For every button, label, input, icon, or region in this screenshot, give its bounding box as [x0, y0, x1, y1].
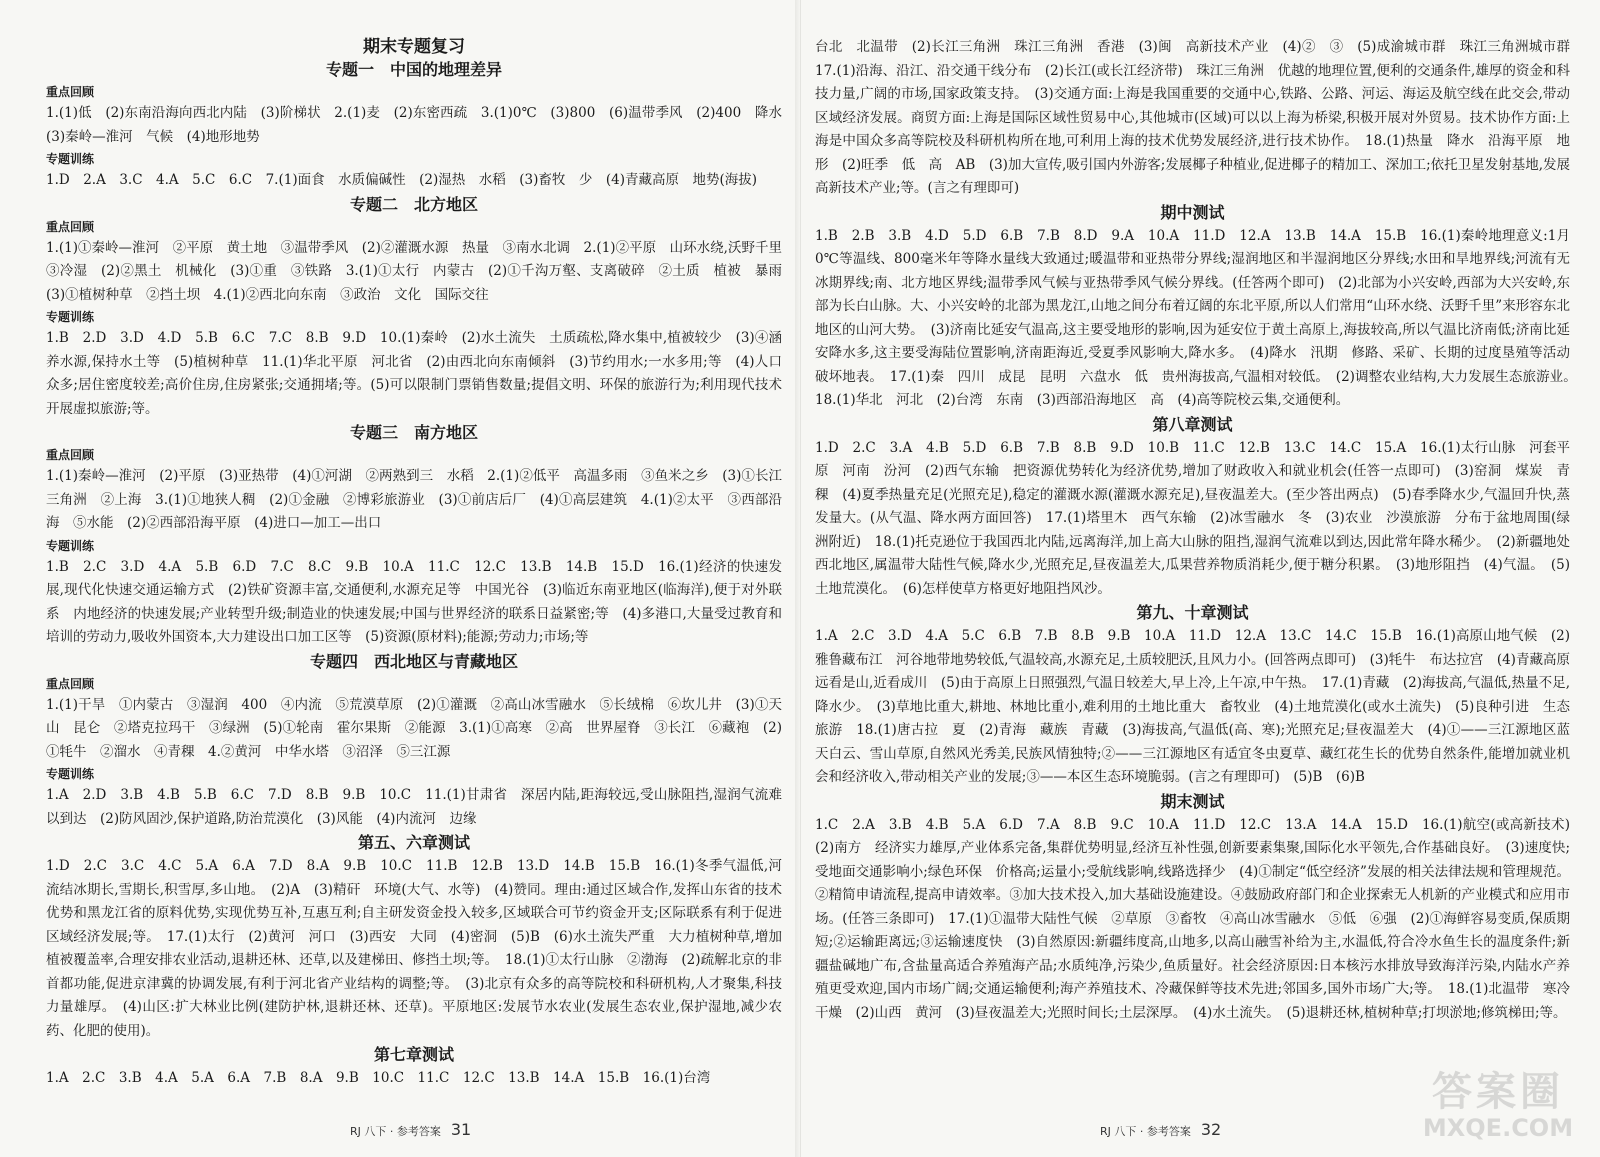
section-title: 期末测试: [1160, 791, 1225, 811]
left-footer: [350, 1120, 471, 1139]
left-page: [0, 0, 796, 1157]
answer-paragraph: 1.A 2.C 3.D 4.A 5.C 6.B 7.B 8.B 9.B 10.A 11.D 12.A 13.C 14.C 15.B 16.(1)高原山地气候 (2)雅鲁藏布江 河谷地带地势较低,气温较高,水源充足,土质较肥沃,且风力小。(回答两点即可) (3)牦牛 布达拉宫 (4)青藏高原 远看是山,近看成川 (5)由于高原上日照强烈,气温日较差大,早上冷,上午凉,中午热。 17.(1)青藏 (2)海拔高,气温低,热量不足,降水少。 (3)草地比重大,耕地、林地比重小,难利用的土地比重大 畜牧业 (4)土地荒漠化(或水土流失) (5)良种引进 生态旅游 18.(1)唐古拉 夏 (2)青海 藏族 青藏 (3)海拔高,气温低(高、寒);光照充足;昼夜温差大 (4)①——三江源地区蓝天白云、雪山草原,自然风光秀美,民族风情独特;②——三江源地区有适宜冬虫夏草、藏红花生长的优势自然条件,能增加就业机会和经济收入,带动相关产业的发展;③——本区生态环境脆弱。(言之有理即可) (5)B (6)B: [815, 628, 1584, 785]
watermark-logo: [1418, 1069, 1578, 1147]
subsection-label: 重点回顾: [46, 219, 95, 234]
footer-text: RJ 八下 · 参考答案: [350, 1125, 441, 1138]
section-title: 专题四 西北地区与青藏地区: [309, 651, 518, 671]
answer-paragraph: 1.(1)干旱 ①内蒙古 ③湿润 400 ④内流 ⑤荒漠草原 (2)①灌溉 ②高山冰雪融水 ⑤长绒棉 ⑥坎儿井 (3)①天山 昆仑 ②塔克拉玛干 ③绿洲 (5)①轮南 霍尔果斯 ②能源 3.(1)①高寒 ②高 世界屋脊 ③长江 ⑥藏袍 (2)①牦牛 ②溜水 ④青稞 4.②黄河 中华水塔 ③沼泽 ⑤三江源: [46, 696, 782, 760]
answer-paragraph: 1.D 2.A 3.C 4.A 5.C 6.C 7.(1)面食 水质偏碱性 (2)湿热 水稻 (3)畜牧 少 (4)青藏高原 地势(海拔): [46, 172, 757, 188]
watermark-en: MXQE.COM: [1422, 1114, 1574, 1142]
subsection-label: 专题训练: [46, 310, 95, 324]
section-title: 专题三 南方地区: [349, 423, 478, 442]
section-title: 第七章测试: [373, 1045, 454, 1064]
subsection-label: 重点回顾: [46, 448, 95, 462]
watermark-cn: 答案圈: [1432, 1069, 1564, 1115]
footer-text: RJ 八下 · 参考答案: [1100, 1125, 1191, 1138]
section-title: 第九、十章测试: [1136, 603, 1249, 622]
subsection-label: 专题训练: [46, 767, 95, 781]
subsection-label: 重点回顾: [46, 85, 95, 99]
section-title: 专题二 北方地区: [349, 194, 478, 214]
answer-paragraph: 1.D 2.C 3.A 4.B 5.D 6.B 7.B 8.B 9.D 10.B 11.C 12.B 13.C 14.C 15.A 16.(1)太行山脉 河套平原 河南 汾河 (2)西气东输 把资源优势转化为经济优势,增加了财政收入和就业机会(任答一点即可) (3)窑洞 煤炭 青稞 (4)夏季热量充足(光照充足),稳定的灌溉水源(灌溉水源充足),昼夜温差大。(至少答出两点) (5)春季降水少,气温回升快,蒸发量大。(从气温、降水两方面回答) 17.(1)塔里木 西气东输 (2)冰雪融水 冬 (3)农业 沙漠旅游 分布于盆地周围(绿洲附近) 18.(1)托克逊位于我国西北内陆,远离海洋,加上高大山脉的阻挡,湿润气流难以到达,因此常年降水稀少。 (2)新疆地处西北地区,属温带大陆性气候,降水少,光照充足,昼夜温差大,瓜果营养物质消耗少,便于糖分积累。 (3)地形阻挡 (4)气温。 (5)土地荒漠化。 (6)怎样使草方格更好地阻挡风沙。: [815, 439, 1570, 597]
answer-paragraph: 1.A 2.C 3.B 4.A 5.A 6.A 7.B 8.A 9.B 10.C 11.C 12.C 13.B 14.A 15.B 16.(1)台湾: [46, 1070, 711, 1086]
page-number: 31: [450, 1120, 472, 1139]
answer-paragraph: 1.(1)①秦岭—淮河 ②平原 黄土地 ③温带季风 (2)②灌溉水源 热量 ③南水北调 2.(1)②平原 山环水绕,沃野千里 ③冷湿 (2)②黑土 机械化 (3)①重 ③铁路 3.(1)①太行 内蒙古 (2)①千沟万壑、支离破碎 ②土质 植被 暴雨 (3)①植树种草 ②挡土坝 4.(1)②西北向东南 ③政治 文化 国际交往: [46, 239, 796, 303]
left-content: [46, 58, 796, 1091]
right-footer: [1100, 1120, 1221, 1139]
section-title: 第五、六章测试: [357, 833, 470, 852]
right-page: [800, 0, 1600, 1157]
right-content: [815, 36, 1584, 1025]
subsection-label: 重点回顾: [46, 676, 95, 691]
page-title: 期末专题复习: [363, 37, 465, 57]
subsection-label: 专题训练: [46, 152, 95, 166]
answer-paragraph: 1.A 2.D 3.B 4.B 5.B 6.C 7.D 8.B 9.B 10.C 11.(1)甘肃省 深居内陆,距海较远,受山脉阻挡,湿润气流难以到达 (2)防风固沙,保护道路,防治荒漠化 (3)风能 (4)内流河 边缘: [46, 787, 782, 827]
answer-paragraph: 1.B 2.D 3.D 4.D 5.B 6.C 7.C 8.B 9.D 10.(1)秦岭 (2)水土流失 土质疏松,降水集中,植被较少 (3)④涵养水源,保持水土等 (5)植树种草 11.(1)华北平原 河北省 (2)由西北向东南倾斜 (3)节约用水;一水多用;等 (4)人口众多;居住密度较差;高价住房,住房紧张;交通拥堵;等。(5)可以限制门票销售数量;提倡文明、环保的旅游行为;利用现代技术开展虚拟旅游;等。: [46, 330, 782, 417]
section-title: 第八章测试: [1152, 414, 1233, 434]
answer-paragraph: 1.B 2.C 3.D 4.A 5.B 6.D 7.C 8.C 9.B 10.A 11.C 12.C 13.B 14.B 15.D 16.(1)经济的快速发展,现代化快速交通运输方式 (2)铁矿资源丰富,交通便利,水源充足等 中国光谷 (3)临近东南亚地区(临海洋),便于对外联系 内地经济的快速发展;产业转型升级;制造业的快速发展;中国与世界经济的联系日益紧密;等 (4)多港口,大量受过教育和培训的劳动力,吸收外国资本,大力建设出口加工区等 (5)资源(原材料);能源;劳动力;市场;等: [46, 558, 782, 645]
answer-paragraph: 1.C 2.A 3.B 4.B 5.A 6.D 7.A 8.B 9.C 10.A 11.D 12.C 13.A 14.A 15.D 16.(1)航空(或高新技术) (2)南方 经济实力雄厚,产业体系完备,集群优势明显,经济互补性强,创新要素集聚,国际化水平领先,合作基础良好。 (3)速度快;受地面交通影响小;绿色环保 价格高;运量小;受航线影响,线路选择少 (4)①制定“低空经济”发展的相关法律法规和管理规范。②精简申请流程,提高申请效率。③加大技术投入,加大基础设施建设。④鼓励政府部门和企业探索无人机新的产业模式和应用市场。(任答三条即可) 17.(1)①温带大陆性气候 ②草原 ③畜牧 ④高山冰雪融水 ⑤低 ⑥强 (2)①海鲜容易变质,保质期短;②运输距离远;③运输速度快 (3)自然原因:新疆纬度高,山地多,以高山融雪补给为主,水温低,符合冷水鱼生长的温度条件;新疆盐碱地广布,含盐量高适合养殖海产品;水质纯净,污染少,鱼质量好。社会经济原因:日本核污水排放导致海洋污染,内陆水产养殖更受欢迎,国内市场广阔;交通运输便利;海产养殖技术、冷藏保鲜等技术先进;邻国多,国外市场广大;等。 18.(1)北温带 寒冷干燥 (2)山西 黄河 (3)昼夜温差大;光照时间长;土层深厚。 (4)水土流失。 (5)退耕还林,植树种草;打坝淤地;修筑梯田;等。: [815, 816, 1584, 1021]
answer-paragraph: 1.B 2.B 3.B 4.D 5.D 6.B 7.B 8.D 9.A 10.A 11.D 12.A 13.B 14.A 15.B 16.(1)秦岭地理意义:1月0℃等温线、800毫米年等降水量线大致通过;暖温带和亚热带分界线;湿润地区和半湿润地区分界线;水田和旱地界线;河流有无冰期界线;南、北方地区界线;温带季风气候与亚热带季风气候分界线。(任答两个即可) (2)北部为小兴安岭,西部为大兴安岭,东部为长白山脉。大、小兴安岭的北部为黑龙江,山地之间分布着辽阔的东北平原,所以人们常用“山环水绕、沃野千里”来形容东北地区的山河大势。 (3)济南比延安气温高,这主要受地形的影响,因为延安位于黄土高原上,海拔较高,所以气温比济南低;济南比延安降水多,这主要受海陆位置影响,济南距海近,受夏季风影响大,降水多。 (4)降水 汛期 修路、采矿、长期的过度垦殖等活动破坏地表。 17.(1)秦 四川 成昆 昆明 六盘水 低 贵州海拔高,气温相对较低。 (2)调整农业结构,大力发展生态旅游业。 18.(1)华北 河北 (2)台湾 东南 (3)西部沿海地区 高 (4)高等院校云集,交通便利。: [815, 227, 1584, 408]
page-number: 32: [1200, 1120, 1222, 1139]
section-title: 专题一 中国的地理差异: [325, 60, 502, 79]
answer-paragraph: 1.D 2.C 3.C 4.C 5.A 6.A 7.D 8.A 9.B 10.C 11.B 12.B 13.D 14.B 15.B 16.(1)冬季气温低,河流结冰期长,雪期长,积雪厚,多山地。 (2)A (3)精矸 环境(大气、水等) (4)赞同。理由:通过区域合作,发挥山东省的技术优势和黑龙江省的原料优势,实现优势互补,互惠互利;自主研发资金投入较多,区域联合可节约资金开支;区际联系有利于促进区域经济发展;等。 17.(1)太行 (2)黄河 河口 (3)西安 大同 (4)密洞 (5)B (6)水土流失严重 大力植树种草,增加植被覆盖率,合理安排农业活动,退耕还林、还草,以及建梯田、修挡土坝;等。 18.(1)①太行山脉 ②渤海 (2)疏解北京的非首都功能,促进京津冀的协调发展,有利于河北省产业结构的调整;等。 (3)北京有众多的高等院校和科研机构,人才聚集,科技力量雄厚。 (4)山区:扩大林业比例(建防护林,退耕还林、还草)。平原地区:发展节水农业(发展生态农业,保护湿地,减少农药、化肥的使用)。: [46, 858, 782, 1039]
subsection-label: 专题训练: [46, 538, 95, 553]
answer-paragraph: 1.(1)秦岭—淮河 (2)平原 (3)亚热带 (4)①河湖 ②两熟到三 水稻 2.(1)②低平 高温多雨 ③鱼米之乡 (3)①长江三角洲 ②上海 3.(1)①地狭人稠 (2)①金融 ②博彩旅游业 (3)①前店后厂 (4)①高层建筑 4.(1)②太平 ③西部沿海 ⑤水能 (2)②西部沿海平原 (4)进口—加工—出口: [46, 468, 782, 531]
answer-paragraph: 1.(1)低 (2)东南沿海向西北内陆 (3)阶梯状 2.(1)麦 (2)东密西疏 3.(1)0℃ (3)800 (6)温带季风 (2)400 降水 (3)秦岭—淮河 气候 (4)地形地势: [46, 105, 796, 145]
answer-paragraph: 台北 北温带 (2)长江三角洲 珠江三角洲 香港 (3)闽 高新技术产业 (4)② ③ (5)成渝城市群 珠江三角洲城市群 17.(1)沿海、沿江、沿交通干线分布 (2)长江(或长江经济带) 珠江三角洲 优越的地理位置,便利的交通条件,雄厚的资金和科技力量,广阔的市场,国家政策支持。 (3)交通方面:上海是我国重要的交通中心,铁路、公路、河运、海运及航空线在此交会,带动区域经济发展。商贸方面:上海是国际区域性贸易中心,其他城市(区域)可以以上海为桥梁,积极开展对外贸易。技术协作方面:上海是中国众多高等院校及科研机构所在地,可利用上海的技术优势发展经济,进行技术协作。 18.(1)热量 降水 沿海平原 地形 (2)旺季 低 高 AB (3)加大宣传,吸引国内外游客;发展椰子种植业,促进椰子的精加工、深加工;依托卫星发射基地,发展高新技术产业;等。(言之有理即可): [815, 39, 1584, 196]
section-title: 期中测试: [1160, 202, 1225, 222]
